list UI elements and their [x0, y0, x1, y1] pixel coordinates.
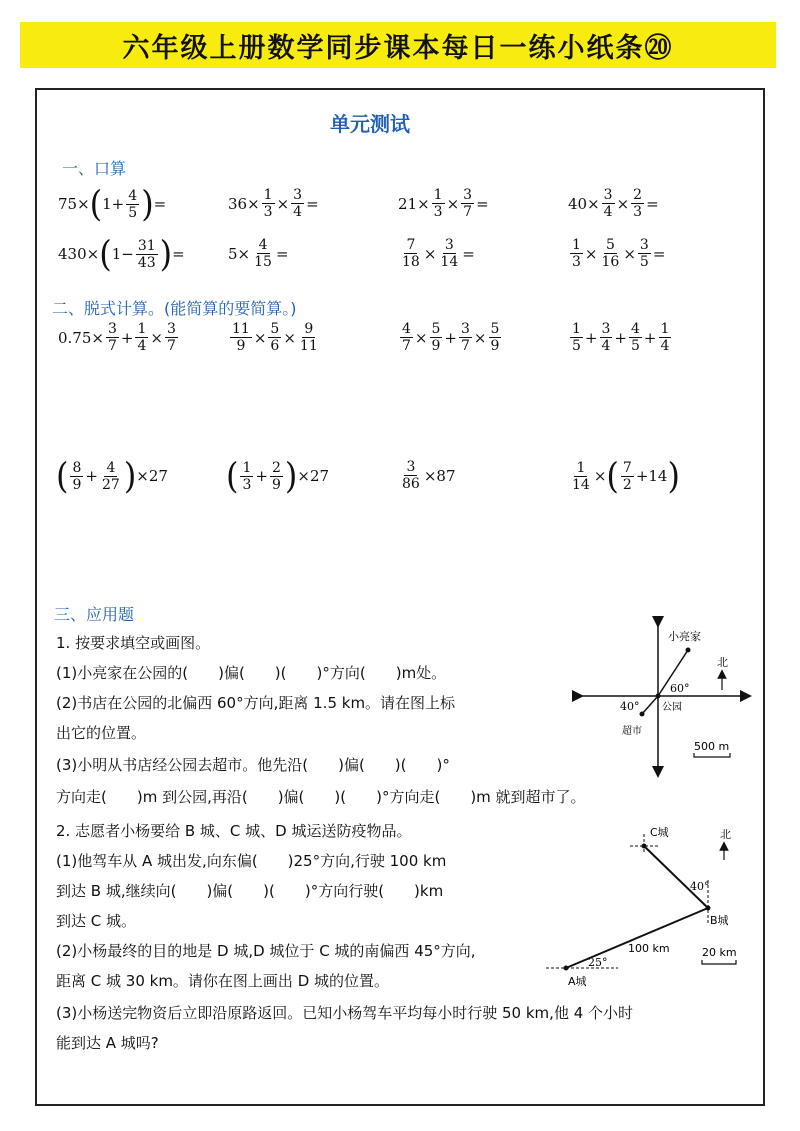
- oral-problem: 21× $\frac{1}{3}$ × $\frac{3}{7}$ =: [398, 187, 489, 220]
- oral-problem: $\frac{7}{18}$ × $\frac{3}{14}$ =: [402, 237, 475, 270]
- problem-line: 出它的位置。: [56, 724, 147, 742]
- problem-line: (3)小明从书店经公园去超市。他先沿( )偏( )( )°: [56, 756, 450, 774]
- section-heading-calc: 二、脱式计算。(能简算的要简算。): [52, 299, 297, 318]
- calc-problem: $\frac{4}{7}$ × $\frac{5}{9}$ + $\frac{3}{7}$ × $\frac{5}{9}$: [402, 321, 500, 354]
- market-label: 超市: [622, 726, 642, 737]
- route-map: [540, 820, 760, 990]
- problem-line: (2)书店在公园的北偏西 60°方向,距离 1.5 km。请在图上标: [56, 694, 456, 712]
- problem-line: 能到达 A 城吗?: [56, 1034, 159, 1052]
- problem-line: 到达 B 城,继续向( )偏( )( )°方向行驶( )km: [56, 882, 444, 900]
- oral-problem: 75× ( 1+ $\frac{4}{5}$ ) =: [58, 183, 167, 225]
- distance-label: 100 km: [628, 942, 670, 955]
- a-city-point: [564, 966, 569, 971]
- scale-label: 500 m: [694, 740, 730, 753]
- calc-problem: 0.75× $\frac{3}{7}$ + $\frac{1}{4}$ × $\frac{3}{7}$: [58, 321, 176, 354]
- problem-line: 距离 C 城 30 km。请你在图上画出 D 城的位置。: [56, 972, 390, 990]
- section-heading-oral: 一、口算: [62, 159, 127, 178]
- oral-problem: $\frac{1}{3}$ × $\frac{5}{16}$ × $\frac{3}{5}$ =: [572, 237, 666, 270]
- problem-line: 方向走( )m 到公园,再沿( )偏( )( )°方向走( )m 就到超市了。: [56, 788, 586, 806]
- oral-problem: 430× ( 1− $\frac{31}{43}$ ) =: [58, 233, 185, 275]
- oral-problem: 40× $\frac{3}{4}$ × $\frac{2}{3}$ =: [568, 187, 659, 220]
- angle-label: 40°: [690, 880, 710, 893]
- c-city-label: C城: [650, 826, 669, 839]
- calc-problem: ( $\frac{8}{9}$ + $\frac{4}{27}$ ) ×27: [56, 455, 168, 497]
- calc-problem: ( $\frac{1}{3}$ + $\frac{2}{9}$ ) ×27: [226, 455, 330, 497]
- scale-label: 20 km: [702, 946, 737, 959]
- problem-line: (3)小杨送完物资后立即沿原路返回。已知小杨驾车平均每小时行驶 50 km,他 4 个小时: [56, 1004, 634, 1022]
- oral-problem: 5× $\frac{4}{15}$ =: [228, 237, 289, 270]
- problem-line: 到达 C 城。: [56, 912, 137, 930]
- oral-problem: 36× $\frac{1}{3}$ × $\frac{3}{4}$ =: [228, 187, 319, 220]
- market-point: [640, 712, 645, 717]
- problem-line: (1)小亮家在公园的( )偏( )( )°方向( )m处。: [56, 664, 447, 682]
- title-banner: [20, 22, 776, 68]
- unit-title: 单元测试: [330, 112, 410, 136]
- calc-problem: $\frac{1}{5}$ + $\frac{3}{4}$ + $\frac{4}{5}$ + $\frac{1}{4}$: [572, 321, 670, 354]
- calc-problem: $\frac{11}{9}$ × $\frac{5}{6}$ × $\frac{9}{11}$: [232, 321, 318, 354]
- problem-line: 2. 志愿者小杨要给 B 城、C 城、D 城运送防疫物品。: [56, 822, 412, 840]
- problem-line: (1)他驾车从 A 城出发,向东偏( )25°方向,行驶 100 km: [56, 852, 447, 870]
- calc-problem: $\frac{1}{14}$ × ( $\frac{7}{2}$ +14 ): [572, 455, 680, 497]
- scale-bar: [694, 753, 730, 757]
- park-direction-map: [570, 610, 770, 780]
- north-label: 北: [717, 656, 728, 669]
- home-label: 小亮家: [668, 630, 701, 643]
- north-label: 北: [720, 828, 731, 841]
- angle-label: 60°: [670, 682, 690, 695]
- home-point: [686, 648, 691, 653]
- scale-bar: [702, 960, 736, 964]
- angle-label: 25°: [588, 956, 608, 969]
- section-heading-word-problems: 三、应用题: [54, 605, 135, 624]
- market-direction-line: [642, 696, 658, 714]
- route-b-to-c: [644, 846, 708, 908]
- problem-line: (2)小杨最终的目的地是 D 城,D 城位于 C 城的南偏西 45°方向,: [56, 942, 476, 960]
- calc-problem: $\frac{3}{86}$ ×87: [402, 459, 456, 492]
- problem-line: 1. 按要求填空或画图。: [56, 634, 211, 652]
- park-label: 公园: [662, 702, 682, 713]
- b-city-label: B城: [710, 914, 729, 927]
- a-city-label: A城: [568, 975, 587, 988]
- angle-label: 40°: [620, 700, 640, 713]
- park-point: [656, 694, 661, 699]
- page-title: 六年级上册数学同步课本每日一练小纸条⑳: [122, 32, 674, 64]
